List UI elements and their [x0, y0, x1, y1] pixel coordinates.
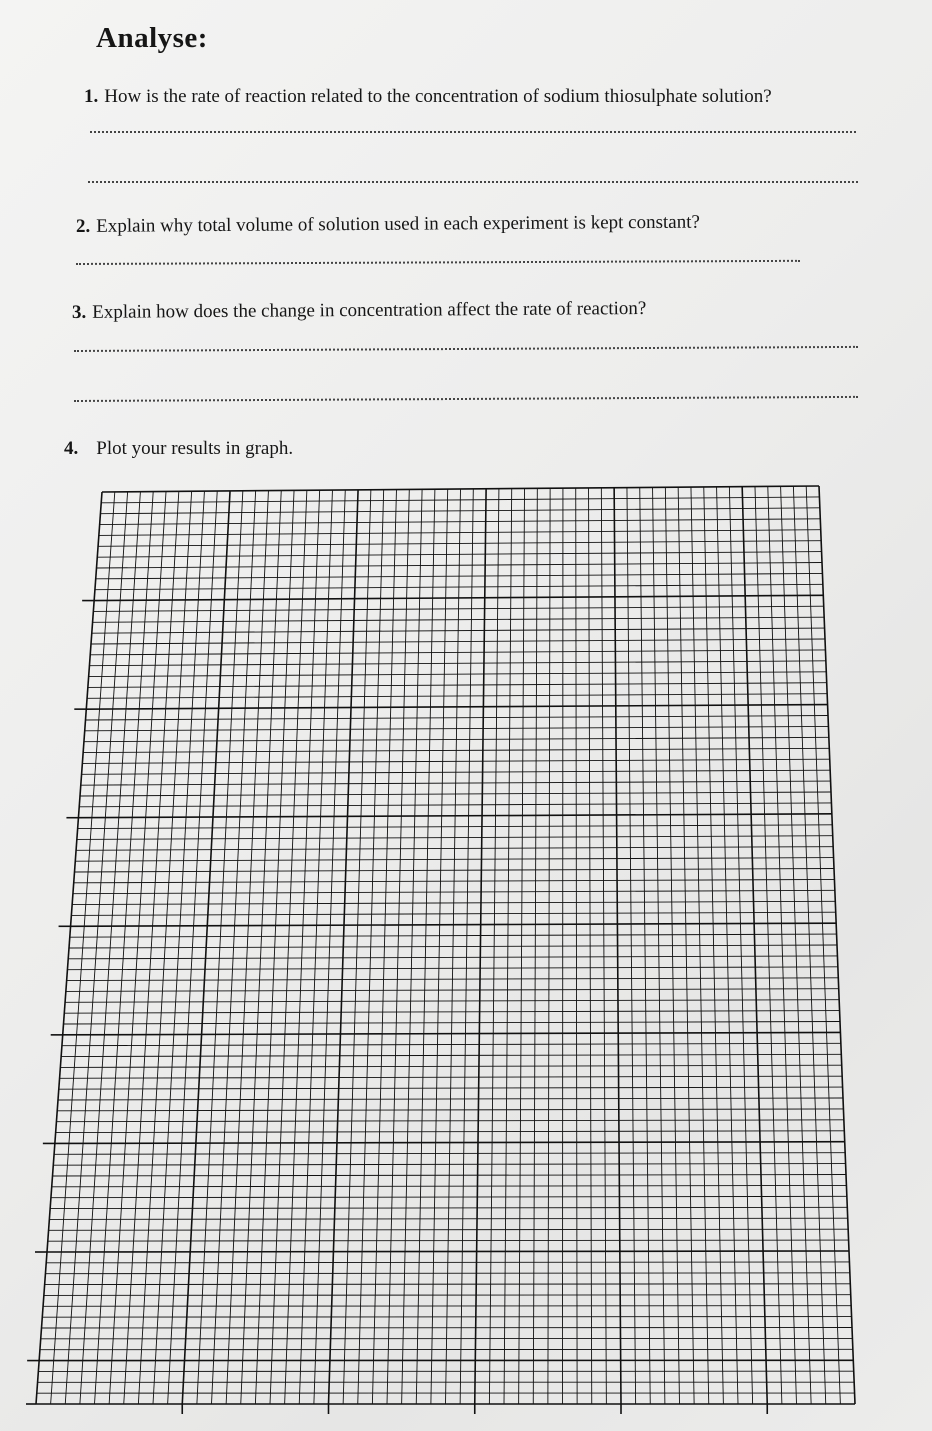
grid-line-horizontal	[88, 683, 827, 688]
grid-line-horizontal	[84, 737, 829, 741]
grid-line-horizontal	[42, 1317, 851, 1318]
page-title: Analyse:	[96, 22, 208, 54]
question-4-number: 4.	[64, 438, 79, 459]
grid-line-horizontal	[43, 1306, 851, 1307]
grid-line-horizontal	[60, 1076, 843, 1078]
grid-line-vertical	[742, 487, 767, 1404]
grid-line-horizontal	[95, 584, 823, 589]
grid-line-vertical	[416, 489, 435, 1404]
grid-line-horizontal	[82, 759, 829, 763]
grid-line-vertical	[665, 487, 679, 1404]
grid-line-vertical	[489, 489, 499, 1404]
grid-line-vertical	[270, 490, 307, 1404]
grid-line-horizontal	[101, 497, 819, 503]
grid-line-vertical	[138, 491, 191, 1404]
question-3	[72, 298, 646, 324]
grid-line-vertical	[614, 488, 621, 1404]
grid-line-vertical	[255, 490, 294, 1404]
question-4	[64, 438, 293, 460]
grid-line-horizontal	[70, 934, 837, 937]
question-1-number: 1.	[84, 86, 99, 107]
grid-line-horizontal	[53, 1164, 845, 1166]
grid-line-vertical	[768, 486, 797, 1404]
grid-line-horizontal	[66, 989, 839, 992]
grid-line-vertical	[343, 490, 371, 1404]
answer-line-3b[interactable]	[74, 396, 858, 402]
grid-line-horizontal	[62, 1043, 841, 1045]
grid-line-vertical	[285, 490, 320, 1404]
grid-line-horizontal	[49, 1229, 849, 1230]
grid-line-horizontal	[73, 890, 835, 893]
grid-line-vertical	[627, 488, 636, 1404]
grid-line-horizontal	[63, 1032, 841, 1034]
grid-line-vertical	[329, 490, 359, 1404]
grid-line-vertical	[793, 486, 825, 1404]
grid-line-horizontal	[75, 858, 833, 862]
grid-line-vertical	[601, 488, 606, 1404]
grid-line-horizontal	[91, 639, 825, 644]
grid-line-horizontal	[83, 748, 829, 752]
grid-line-horizontal	[61, 1054, 841, 1056]
grid-line-horizontal	[79, 803, 831, 807]
grid-line-horizontal	[75, 869, 835, 873]
grid-line-horizontal	[94, 595, 823, 600]
grid-line-horizontal	[64, 1011, 839, 1014]
grid-line-horizontal	[57, 1109, 843, 1111]
grid-line-horizontal	[82, 770, 831, 774]
grid-line-horizontal	[78, 825, 833, 829]
grid-line-vertical	[241, 491, 282, 1405]
grid-line-horizontal	[97, 563, 823, 569]
grid-line-vertical	[533, 488, 537, 1404]
grid-line-horizontal	[90, 650, 825, 655]
grid-line-horizontal	[45, 1273, 849, 1274]
grid-line-vertical	[51, 492, 115, 1404]
grid-line-horizontal	[42, 1328, 853, 1329]
grid-line-horizontal	[53, 1175, 847, 1177]
grid-line-horizontal	[44, 1295, 851, 1296]
grid-line-vertical	[387, 489, 409, 1404]
grid-line-vertical	[589, 488, 592, 1404]
grid-line-vertical	[153, 491, 204, 1404]
question-3-text: Explain how does the change in concentration affect the rate of reaction?	[92, 297, 647, 323]
grid-line-horizontal	[71, 923, 837, 926]
grid-line-horizontal	[51, 1196, 847, 1197]
grid-line-horizontal	[69, 945, 837, 948]
grid-line-vertical	[729, 487, 752, 1404]
grid-line-horizontal	[64, 1022, 841, 1025]
grid-line-vertical	[36, 492, 102, 1404]
grid-line-vertical	[372, 490, 396, 1404]
grid-line-horizontal	[93, 617, 825, 622]
grid-line-vertical	[358, 490, 384, 1404]
grid-line-horizontal	[86, 716, 829, 721]
grid-line-vertical	[678, 487, 694, 1404]
question-2-number: 2.	[75, 215, 91, 237]
grid-line-vertical	[109, 491, 166, 1404]
grid-line-horizontal	[67, 967, 837, 970]
grid-line-vertical	[314, 490, 345, 1404]
grid-line-horizontal	[48, 1240, 849, 1241]
question-1	[84, 86, 772, 108]
grid-line-horizontal	[81, 781, 831, 785]
grid-line-horizontal	[50, 1207, 847, 1208]
grid-line-vertical	[124, 491, 179, 1404]
grid-line-vertical	[576, 488, 577, 1404]
grid-line-horizontal	[47, 1251, 849, 1252]
grid-line-vertical	[95, 492, 154, 1404]
grid-line-horizontal	[100, 519, 821, 525]
grid-line-horizontal	[86, 705, 827, 710]
question-1-text: How is the rate of reaction related to the concentration of sodium thiosulphate solution?	[104, 86, 772, 107]
grid-line-horizontal	[55, 1142, 845, 1144]
grid-line-horizontal	[99, 530, 821, 536]
grid-line-vertical	[691, 487, 709, 1404]
grid-line-horizontal	[93, 606, 823, 611]
grid-line-horizontal	[60, 1065, 841, 1067]
grid-line-vertical	[197, 491, 243, 1404]
grid-line-vertical	[80, 492, 141, 1404]
grid-line-vertical	[168, 491, 218, 1404]
answer-line-2a[interactable]	[76, 260, 800, 265]
answer-line-1a[interactable]	[90, 131, 856, 133]
grid-line-horizontal	[52, 1185, 847, 1186]
grid-line-horizontal	[80, 792, 831, 796]
grid-line-vertical	[402, 489, 422, 1404]
grid-line-vertical	[475, 489, 486, 1404]
grid-line-vertical	[755, 487, 782, 1404]
question-4-text: Plot your results in graph.	[96, 438, 294, 459]
grid-line-vertical	[806, 486, 840, 1404]
grid-line-horizontal	[65, 1000, 839, 1003]
grid-line-horizontal	[72, 901, 835, 904]
grid-line-vertical	[781, 486, 812, 1404]
grid-line-horizontal	[87, 694, 827, 699]
grid-line-vertical	[299, 490, 332, 1404]
grid-line-horizontal	[78, 814, 831, 818]
grid-line-horizontal	[71, 912, 835, 915]
question-2-text: Explain why total volume of solution used in each experiment is kept constant?	[96, 211, 700, 237]
grid-line-horizontal	[76, 847, 833, 851]
grid-line-vertical	[519, 488, 525, 1404]
question-3-number: 3.	[71, 301, 87, 323]
grid-line-horizontal	[89, 672, 827, 677]
grid-line-horizontal	[54, 1153, 845, 1155]
answer-line-3a[interactable]	[74, 346, 858, 352]
grid-line-vertical	[640, 488, 651, 1405]
grid-line-horizontal	[56, 1131, 845, 1133]
grid-line-vertical	[653, 487, 665, 1404]
grid-line-horizontal	[96, 573, 823, 578]
grid-line-vertical	[431, 489, 448, 1404]
grid-line-horizontal	[77, 836, 833, 840]
grid-line-horizontal	[85, 726, 829, 730]
grid-line-horizontal	[67, 978, 839, 981]
grid-line-vertical	[819, 486, 855, 1404]
grid-line-vertical	[704, 487, 724, 1404]
grid-line-vertical	[460, 489, 473, 1404]
grid-line-vertical	[548, 488, 550, 1404]
grid-line-horizontal	[49, 1218, 847, 1219]
grid-line-horizontal	[56, 1120, 843, 1122]
grid-line-vertical	[226, 491, 268, 1404]
question-2	[76, 212, 700, 238]
grid-line-horizontal	[74, 879, 835, 882]
grid-line-vertical	[446, 489, 461, 1404]
grid-line-horizontal	[58, 1098, 843, 1100]
grid-line-horizontal	[97, 552, 821, 558]
grid-line-vertical	[504, 489, 512, 1404]
grid-line-vertical	[212, 491, 256, 1404]
grid-line-vertical	[717, 487, 738, 1404]
grid-line-horizontal	[89, 661, 825, 666]
grid-line-vertical	[182, 491, 230, 1404]
grid-line-horizontal	[68, 956, 837, 959]
answer-line-1b[interactable]	[88, 181, 858, 183]
grid-line-horizontal	[98, 541, 821, 547]
grid-line-horizontal	[102, 486, 819, 492]
grid-line-horizontal	[45, 1284, 851, 1285]
grid-line-vertical	[65, 492, 127, 1404]
grid-line-horizontal	[100, 508, 819, 514]
grid-line-horizontal	[59, 1087, 843, 1089]
grid-line-horizontal	[92, 628, 825, 633]
grid-line-horizontal	[46, 1262, 849, 1263]
